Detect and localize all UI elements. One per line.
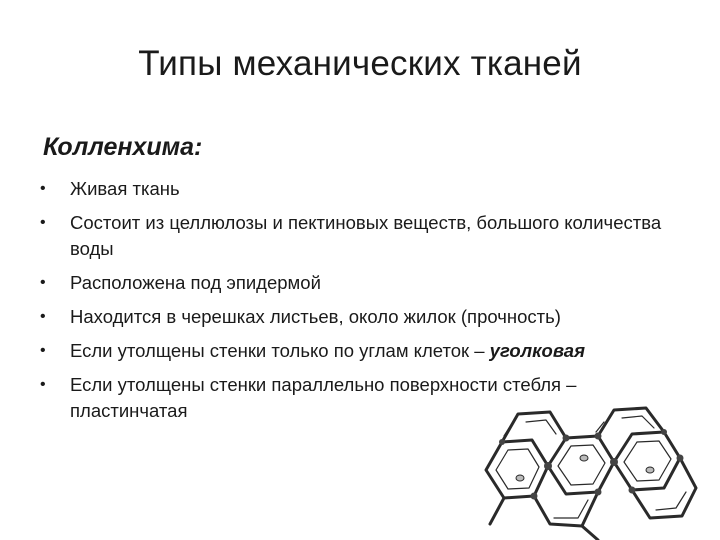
bullet-text: Живая ткань [70, 178, 180, 199]
bullet-marker: • [40, 376, 46, 393]
bullet-marker: • [40, 308, 46, 325]
bullet-text: Состоит из целлюлозы и пектиновых веществ, большого количества воды [70, 212, 662, 259]
bullet-marker: • [40, 274, 46, 291]
slide-title: Типы механических тканей [138, 44, 582, 83]
bullet-text: Расположена под эпидермой [70, 272, 321, 293]
bullet-marker: • [40, 342, 46, 359]
bullet-item [38, 210, 698, 262]
bullet-item [38, 304, 698, 330]
bullet-item [38, 270, 698, 296]
bullet-marker: • [40, 214, 46, 231]
bullet-text: Находится в черешках листьев, около жилок (прочность) [70, 306, 561, 327]
bullet-item [38, 176, 698, 202]
bullet-emphasis: уголковая [489, 340, 585, 361]
bullet-text: Если утолщены стенки параллельно поверхности стебля – пластинчатая [70, 374, 577, 421]
bullet-item [38, 338, 698, 364]
bullet-marker: • [40, 180, 46, 197]
bullet-list [38, 176, 698, 432]
bullet-text: Если утолщены стенки только по углам клеток – [70, 340, 490, 361]
slide-subtitle: Колленхима: [43, 133, 203, 161]
collenchyma-tissue-icon [474, 400, 700, 540]
